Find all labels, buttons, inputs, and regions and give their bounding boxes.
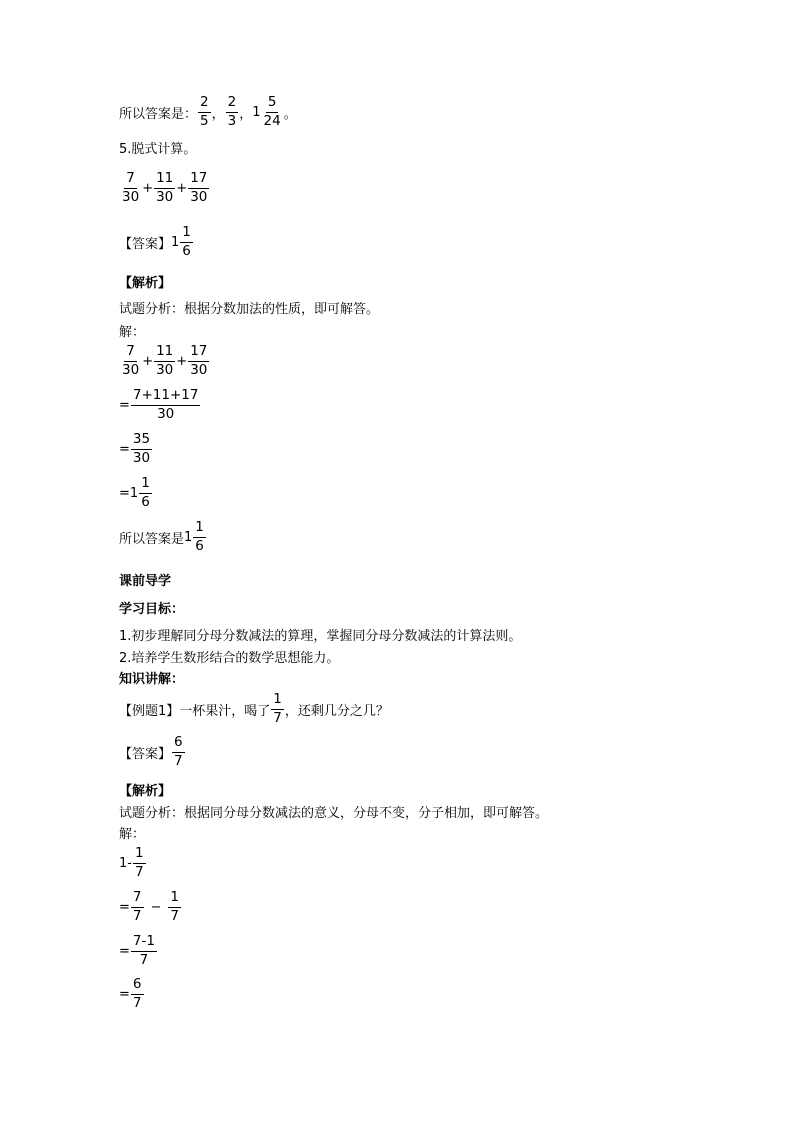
numerator: 2 <box>198 96 211 113</box>
denominator: 30 <box>190 188 208 205</box>
numerator: 1 <box>168 891 181 908</box>
fraction <box>226 96 239 128</box>
solution-step <box>119 389 201 421</box>
fraction <box>131 389 201 421</box>
example-label: 【例题1】 <box>119 703 180 719</box>
equals-sign: = <box>119 943 130 959</box>
plus-sign: + <box>176 180 188 196</box>
numerator: 35 <box>131 433 152 450</box>
fraction <box>188 172 209 204</box>
example-1-answer <box>119 736 186 768</box>
goals-label: 学习目标： <box>119 602 185 617</box>
denominator: 30 <box>132 449 151 466</box>
fraction <box>154 345 175 377</box>
denominator: 6 <box>182 242 191 259</box>
numerator: 1 <box>271 693 284 710</box>
denominator: 30 <box>122 361 140 378</box>
denominator: 30 <box>190 361 208 378</box>
fraction <box>193 521 206 553</box>
whole-minus: 1- <box>119 855 132 871</box>
solution-step <box>119 891 182 923</box>
separator: ， <box>211 106 225 122</box>
equals-sign: = <box>119 441 130 457</box>
whole-number: 1 <box>171 234 180 250</box>
conclusion-line <box>119 521 207 553</box>
question-text: 一杯果汁，喝了 <box>179 703 271 719</box>
plus-sign: + <box>142 353 154 369</box>
solution-step <box>119 433 153 465</box>
denominator: 6 <box>141 493 150 510</box>
question-5-title: 5.脱式计算。 <box>119 142 197 157</box>
numerator: 6 <box>172 736 185 753</box>
whole-number: 1 <box>184 529 193 545</box>
numerator: 17 <box>188 345 209 362</box>
equals-sign: = <box>119 397 130 413</box>
whole-number: 1 <box>129 485 139 501</box>
analysis-label: 【解析】 <box>119 784 172 799</box>
denominator: 7 <box>170 907 179 924</box>
question-5-expression <box>119 172 210 204</box>
answer-line-prev <box>119 96 297 128</box>
fraction <box>271 693 284 725</box>
minus-sign: − <box>150 899 162 915</box>
goal-item: 2.培养学生数形结合的数学思想能力。 <box>119 651 340 666</box>
goal-item: 1.初步理解同分母分数减法的算理，掌握同分母分数减法的计算法则。 <box>119 629 522 644</box>
numerator: 11 <box>154 345 175 362</box>
fraction <box>133 847 146 879</box>
solution-step <box>119 847 147 879</box>
example-1-question <box>119 693 389 725</box>
numerator: 1 <box>180 226 193 243</box>
answer-label: 【答案】 <box>119 236 172 252</box>
analysis-text: 试题分析：根据同分母分数减法的意义，分母不变，分子相加，即可解答。 <box>119 806 549 821</box>
denominator: 5 <box>200 112 209 129</box>
knowledge-label: 知识讲解： <box>119 672 185 687</box>
denominator: 7 <box>139 951 149 968</box>
numerator: 2 <box>226 96 239 113</box>
numerator: 11 <box>154 172 175 189</box>
denominator: 7 <box>273 709 282 726</box>
plus-sign: + <box>176 353 188 369</box>
fraction <box>120 172 141 204</box>
answer-prefix: 所以答案是： <box>119 106 198 122</box>
answer-label: 【答案】 <box>119 746 172 762</box>
fraction <box>262 96 283 128</box>
fraction <box>198 96 211 128</box>
equals-sign: = <box>119 986 130 1002</box>
solve-label: 解： <box>119 325 146 340</box>
denominator: 24 <box>263 112 281 129</box>
solution-step <box>119 477 153 509</box>
fraction <box>168 891 181 923</box>
whole-number: 1 <box>252 104 261 120</box>
equals-sign: = <box>119 899 130 915</box>
numerator: 17 <box>188 172 209 189</box>
denominator: 6 <box>195 537 204 554</box>
numerator: 1 <box>133 847 146 864</box>
fraction <box>131 891 144 923</box>
analysis-label: 【解析】 <box>119 276 172 291</box>
fraction <box>131 935 157 967</box>
denominator: 30 <box>122 188 140 205</box>
fraction <box>139 477 152 509</box>
section-title: 课前导学 <box>119 574 172 589</box>
question-text: ，还剩几分之几？ <box>284 703 389 719</box>
numerator: 7 <box>124 345 137 362</box>
solution-step <box>119 345 210 377</box>
fraction <box>131 433 152 465</box>
denominator: 7 <box>174 752 183 769</box>
fraction <box>180 226 193 258</box>
analysis-text: 试题分析：根据分数加法的性质，即可解答。 <box>119 302 380 317</box>
period: 。 <box>283 106 297 122</box>
equals-sign: = <box>119 485 130 501</box>
numerator: 5 <box>266 96 279 113</box>
numerator: 7 <box>124 172 137 189</box>
plus-sign: + <box>142 180 154 196</box>
denominator: 30 <box>156 188 174 205</box>
numerator: 1 <box>193 521 206 538</box>
numerator: 7-1 <box>131 935 157 952</box>
numerator: 1 <box>139 477 152 494</box>
denominator: 7 <box>132 907 142 924</box>
numerator: 7+11+17 <box>131 389 201 406</box>
fraction <box>188 345 209 377</box>
question-5-answer <box>119 226 194 258</box>
denominator: 7 <box>132 994 142 1011</box>
fraction <box>131 978 144 1010</box>
denominator: 30 <box>157 405 175 422</box>
solution-step <box>119 978 145 1010</box>
conclusion-prefix: 所以答案是 <box>119 531 185 547</box>
fraction <box>154 172 175 204</box>
numerator: 7 <box>131 891 144 908</box>
fraction <box>172 736 185 768</box>
fraction <box>120 345 141 377</box>
separator: ， <box>239 106 253 122</box>
denominator: 3 <box>227 112 237 129</box>
solve-label: 解： <box>119 827 146 842</box>
denominator: 7 <box>134 863 144 880</box>
numerator: 6 <box>131 978 144 995</box>
solution-step <box>119 935 158 967</box>
denominator: 30 <box>156 361 174 378</box>
